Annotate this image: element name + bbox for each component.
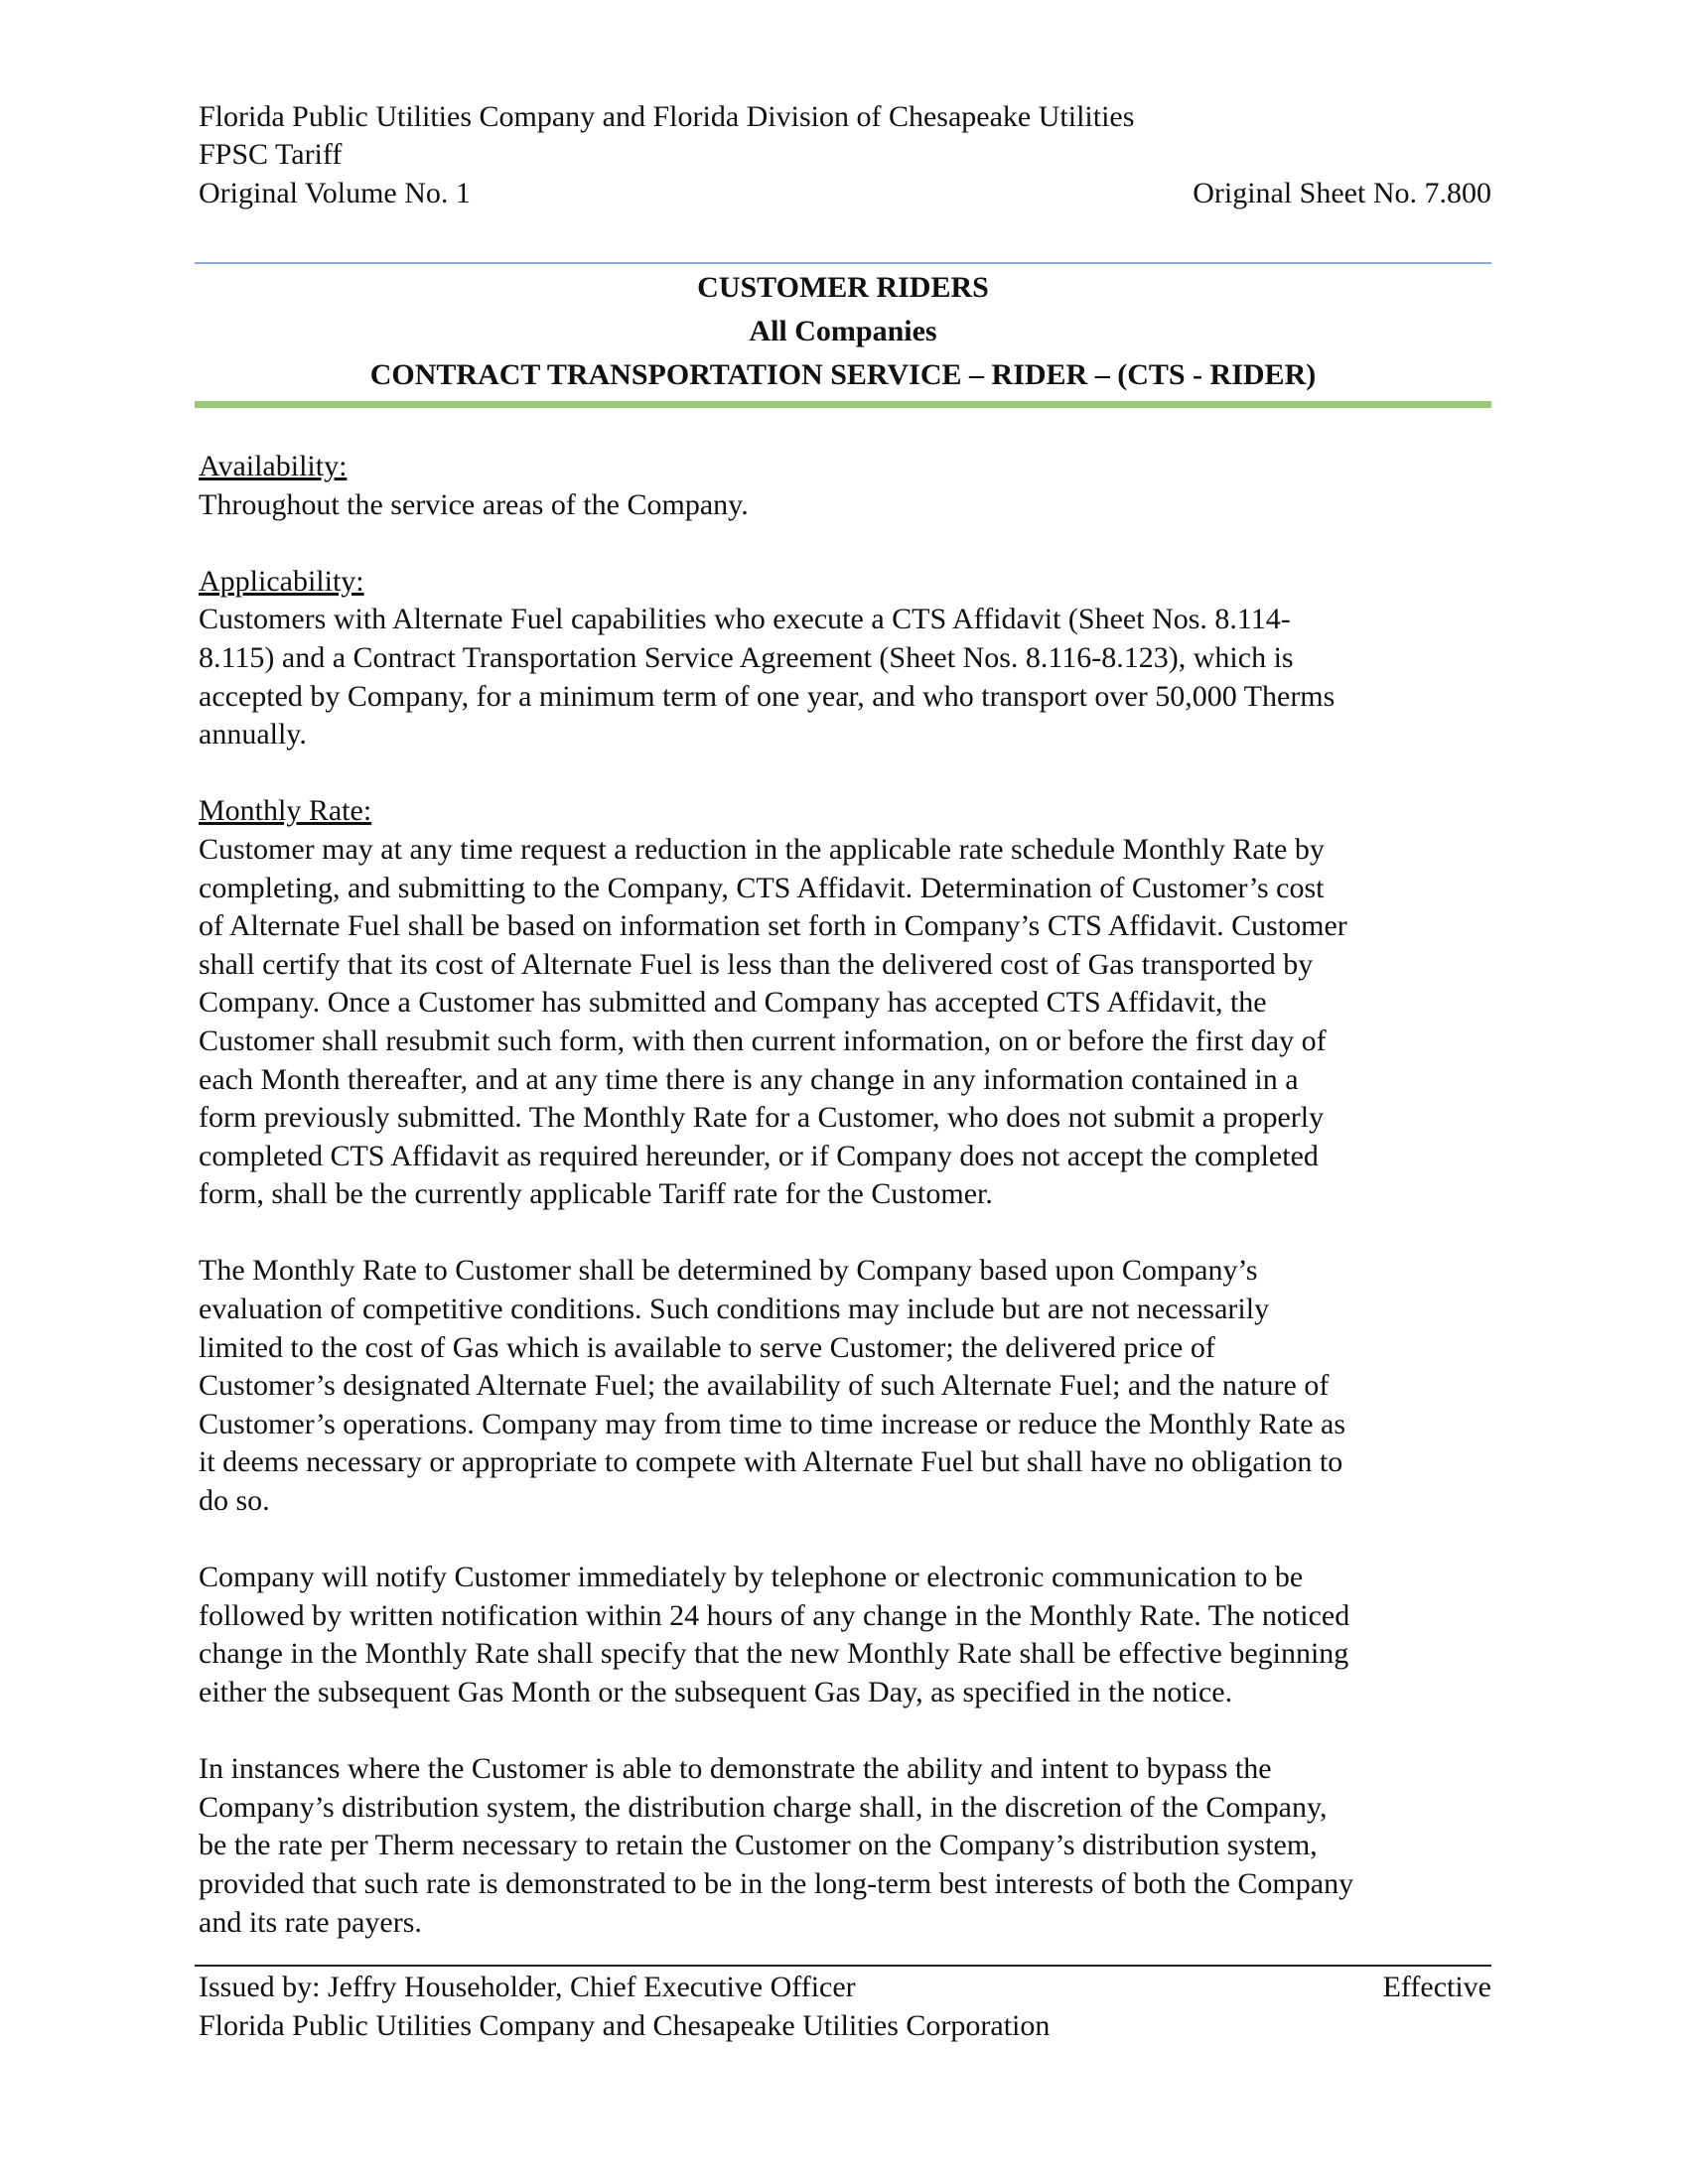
header-tariff-line: FPSC Tariff: [199, 138, 343, 171]
title-line-2: All Companies: [749, 315, 937, 347]
text-line: followed by written notification within 24 hours of any change in the Monthly Rate. The noticed: [199, 1598, 1350, 1632]
text-line: Company’s distribution system, the distribution charge shall, in the discretion of the Company,: [199, 1790, 1328, 1824]
footer-issued-by: Issued by: Jeffry Householder, Chief Executive Officer: [199, 1971, 856, 2003]
availability-text: Throughout the service areas of the Company.: [199, 487, 749, 521]
text-line: form previously submitted. The Monthly Rate for a Customer, who does not submit a properly: [199, 1101, 1325, 1135]
applicability-heading: Applicability:: [199, 564, 364, 598]
text-line: In instances where the Customer is able to demonstrate the ability and intent to bypass the: [199, 1752, 1272, 1786]
text-line: accepted by Company, for a minimum term of one year, and who transport over 50,000 Therms: [199, 679, 1336, 713]
text-line: Customer’s designated Alternate Fuel; the availability of such Alternate Fuel; and the nature of: [199, 1369, 1330, 1403]
text-line: limited to the cost of Gas which is available to serve Customer; the delivered price of: [199, 1330, 1215, 1364]
text-line: each Month thereafter, and at any time there is any change in any information contained in a: [199, 1062, 1299, 1096]
availability-heading: Availability:: [199, 450, 348, 482]
text-line: be the rate per Therm necessary to retain the Customer on the Company’s distribution system,: [199, 1829, 1318, 1862]
monthly-rate-heading: Monthly Rate:: [199, 794, 372, 828]
text-line: completed CTS Affidavit as required hereunder, or if Company does not accept the completed: [199, 1139, 1319, 1172]
header-company-line: Florida Public Utilities Company and Florida Division of Chesapeake Utilities: [199, 100, 1135, 133]
text-line: change in the Monthly Rate shall specify that the new Monthly Rate shall be effective beginning: [199, 1637, 1349, 1671]
text-line: of Alternate Fuel shall be based on information set forth in Company’s CTS Affidavit. Customer: [199, 909, 1347, 943]
title-divider: [195, 401, 1491, 408]
monthly-rate-paragraph-4: [199, 1750, 1491, 1942]
text-line: form, shall be the currently applicable Tariff rate for the Customer.: [199, 1177, 993, 1211]
text-line: shall certify that its cost of Alternate Fuel is less than the delivered cost of Gas transported by: [199, 947, 1314, 981]
document-body: [199, 448, 1491, 1942]
footer-effective: Effective: [1382, 1971, 1491, 2003]
footer-issuer-block: [199, 1968, 1050, 2045]
text-line: Company will notify Customer immediately by telephone or electronic communication to be: [199, 1561, 1304, 1594]
text-line: Customers with Alternate Fuel capabilities who execute a CTS Affidavit (Sheet Nos. 8.114-: [199, 603, 1291, 636]
header-sheet-number: Original Sheet No. 7.800: [1193, 177, 1491, 209]
text-line: provided that such rate is demonstrated to be in the long-term best interests of both the Company: [199, 1866, 1354, 1900]
text-line: Customer shall resubmit such form, with then current information, on or before the first day of: [199, 1024, 1327, 1057]
title-block: [195, 266, 1491, 397]
text-line: Company. Once a Customer has submitted and Company has accepted CTS Affidavit, the: [199, 986, 1267, 1020]
text-line: annually.: [199, 718, 307, 751]
header-divider: [195, 262, 1491, 264]
monthly-rate-paragraph-3: [199, 1559, 1491, 1711]
title-line-3: CONTRACT TRANSPORTATION SERVICE – RIDER – (CTS - RIDER): [369, 358, 1317, 391]
footer-company: Florida Public Utilities Company and Chesapeake Utilities Corporation: [199, 2009, 1051, 2042]
text-line: it deems necessary or appropriate to compete with Alternate Fuel but shall have no obligation to: [199, 1445, 1343, 1479]
text-line: and its rate payers.: [199, 1905, 422, 1939]
header-volume: Original Volume No. 1: [199, 177, 471, 209]
footer-divider: [195, 1965, 1491, 1967]
title-line-1: CUSTOMER RIDERS: [697, 271, 989, 304]
text-line: 8.115) and a Contract Transportation Service Agreement (Sheet Nos. 8.116-8.123), which is: [199, 640, 1294, 674]
text-line: The Monthly Rate to Customer shall be determined by Company based upon Company’s: [199, 1254, 1258, 1288]
text-line: either the subsequent Gas Month or the subsequent Gas Day, as specified in the notice.: [199, 1676, 1233, 1708]
applicability-paragraph: [199, 601, 1491, 753]
text-line: Customer’s operations. Company may from time to time increase or reduce the Monthly Rate as: [199, 1407, 1345, 1440]
monthly-rate-paragraph-1: [199, 831, 1491, 1214]
text-line: completing, and submitting to the Company, CTS Affidavit. Determination of Customer’s cost: [199, 871, 1325, 904]
text-line: Customer may at any time request a reduction in the applicable rate schedule Monthly Rate by: [199, 832, 1325, 866]
text-line: do so.: [199, 1484, 270, 1518]
text-line: evaluation of competitive conditions. Such conditions may include but are not necessarily: [199, 1293, 1270, 1326]
monthly-rate-paragraph-2: [199, 1252, 1491, 1520]
